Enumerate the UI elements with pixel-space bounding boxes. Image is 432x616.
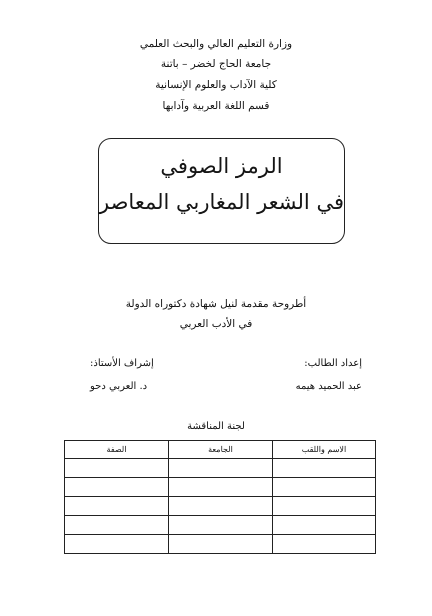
table-cell xyxy=(273,497,376,516)
table-cell xyxy=(65,478,169,497)
table-cell xyxy=(65,516,169,535)
table-cell xyxy=(169,497,273,516)
student-label: إعداد الطالب: xyxy=(304,358,362,369)
jury-table-header-row xyxy=(65,441,376,459)
degree-statement: أطروحة مقدمة لنيل شهادة دكتوراه الدولة xyxy=(125,298,307,310)
table-cell xyxy=(65,497,169,516)
table-cell xyxy=(273,535,376,554)
table-cell xyxy=(65,535,169,554)
thesis-title-line2: في الشعر المغاربي المعاصر xyxy=(99,190,344,214)
supervisor-name: د. العربي دحو xyxy=(90,381,148,392)
student-name: عبد الحميد هيمه xyxy=(295,381,362,392)
table-row xyxy=(65,497,376,516)
ministry-name: وزارة التعليم العالي والبحث العلمي xyxy=(139,38,293,50)
jury-heading: لجنة المناقشة xyxy=(187,421,245,432)
faculty-name: كلية الآداب والعلوم الإنسانية xyxy=(155,79,277,91)
table-cell xyxy=(273,459,376,478)
table-cell xyxy=(65,459,169,478)
table-cell xyxy=(273,516,376,535)
table-row xyxy=(65,535,376,554)
supervisor-label: إشراف الأستاذ: xyxy=(90,358,154,369)
table-cell xyxy=(169,478,273,497)
column-header-name: الاسم واللقب xyxy=(273,441,376,459)
table-cell xyxy=(169,459,273,478)
table-cell xyxy=(169,535,273,554)
table-cell xyxy=(273,478,376,497)
table-row xyxy=(65,478,376,497)
table-cell xyxy=(169,516,273,535)
column-header-university: الجامعة xyxy=(169,441,273,459)
university-name: جامعة الحاج لخضر – باتنة xyxy=(160,58,272,70)
thesis-title-line1: الرمز الصوفي xyxy=(160,154,283,178)
table-row xyxy=(65,459,376,478)
title-frame xyxy=(98,138,345,244)
jury-table xyxy=(64,440,376,554)
department-name: قسم اللغة العربية وآدابها xyxy=(162,100,270,112)
table-row xyxy=(65,516,376,535)
column-header-role: الصفة xyxy=(65,441,169,459)
degree-field: في الأدب العربي xyxy=(179,318,253,330)
